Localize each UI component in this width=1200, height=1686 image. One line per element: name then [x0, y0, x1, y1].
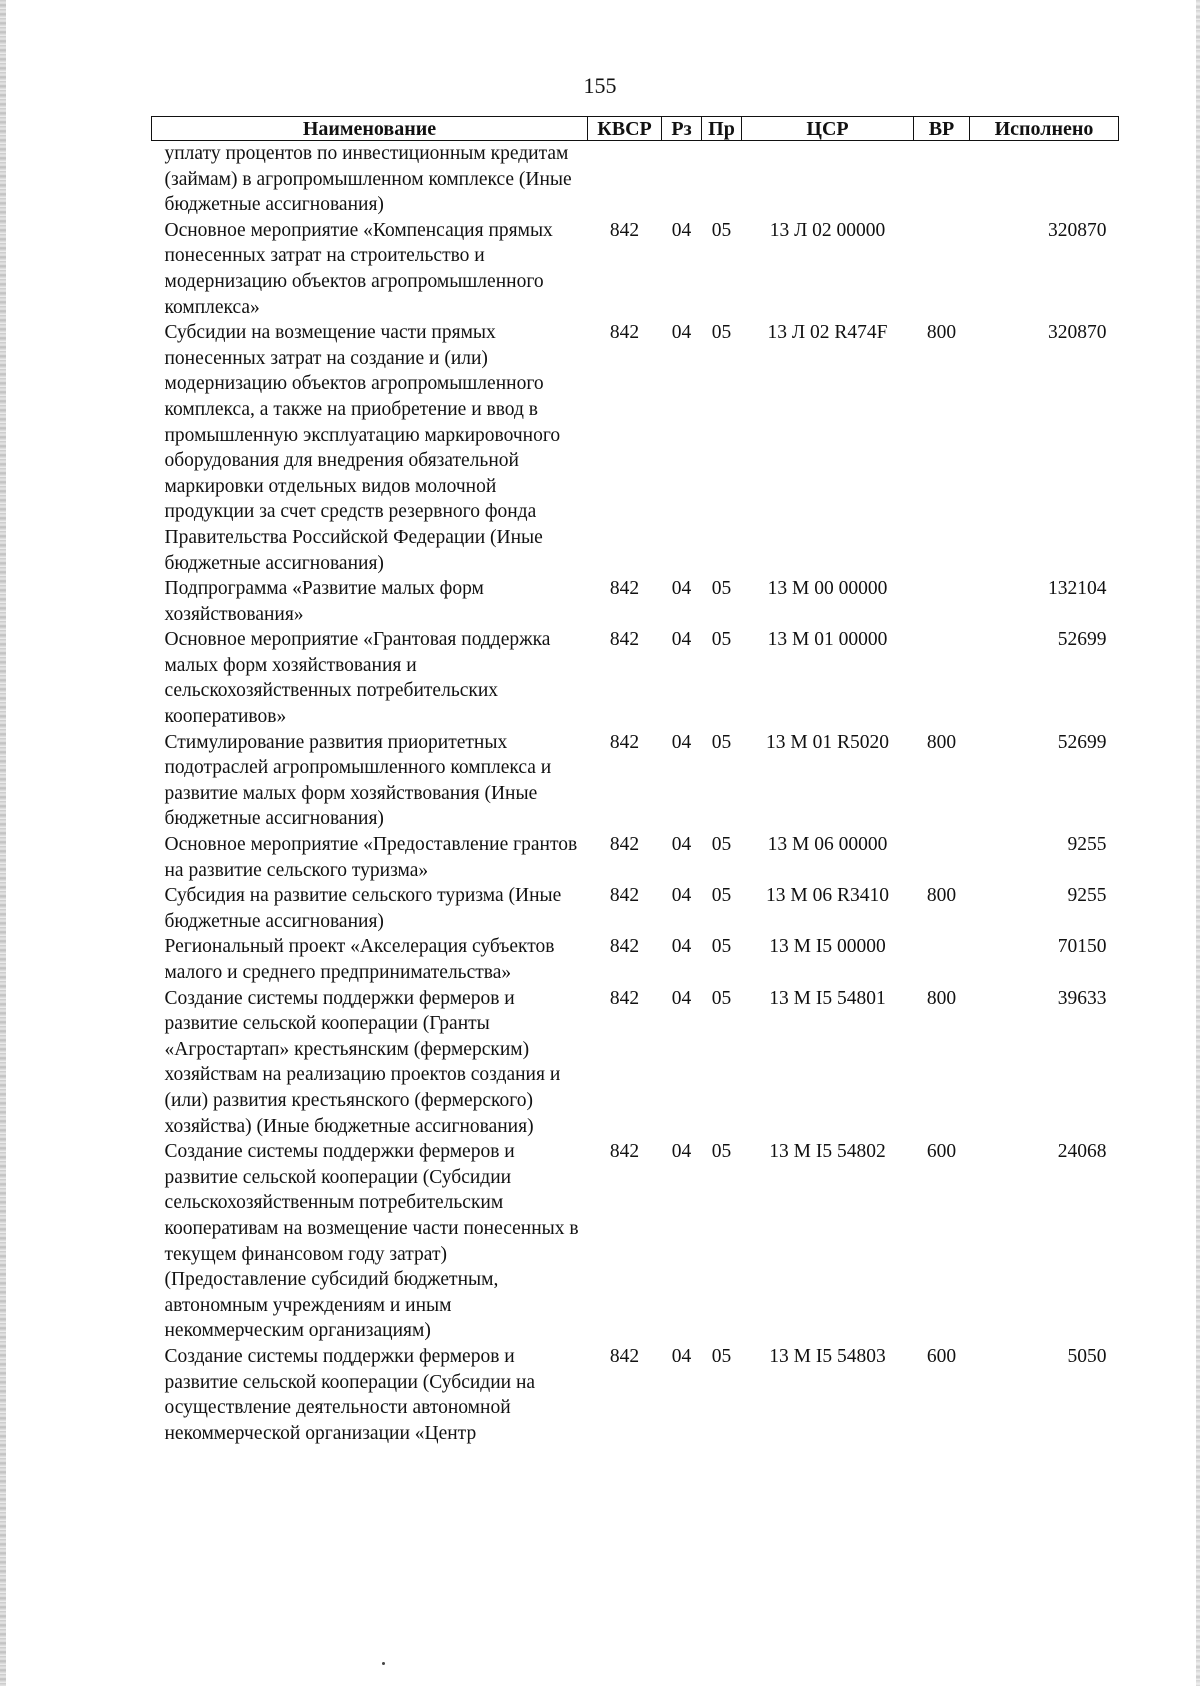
cell-kvsr: 842	[609, 578, 640, 600]
cell-csr: 13 М 01 R5020	[766, 731, 889, 753]
cell-isp: 70150	[1057, 936, 1107, 958]
table-row	[152, 1344, 1119, 1446]
table-row	[152, 986, 1119, 1140]
cell-vr	[914, 934, 970, 985]
cell-kvsr: 842	[609, 219, 640, 241]
cell-isp	[970, 141, 1119, 218]
cell-csr: 13 Л 02 00000	[769, 219, 886, 241]
cell-csr: 13 М I5 00000	[769, 936, 886, 958]
cell-csr: 13 М 00 00000	[767, 578, 888, 600]
table-row	[152, 1139, 1119, 1344]
cell-csr: 13 М I5 54801	[769, 987, 886, 1009]
cell-kvsr: 842	[609, 1345, 640, 1367]
cell-pr: 05	[711, 987, 732, 1009]
cell-kvsr: 842	[609, 936, 640, 958]
header-isp: Исполнено	[970, 117, 1119, 141]
cell-isp: 320870	[1048, 219, 1107, 241]
cell-isp: 9255	[1067, 885, 1107, 907]
cell-rz	[662, 141, 702, 218]
cell-vr: 800	[926, 322, 957, 344]
cell-kvsr: 842	[609, 629, 640, 651]
cell-rz: 04	[671, 731, 692, 753]
cell-isp: 132104	[1048, 578, 1107, 600]
cell-pr: 05	[711, 1345, 732, 1367]
cell-name: Создание системы поддержки фермеров и развитие сельской кооперации (Субсидии на осуществление деятельности автономной некоммерческой организации «Центр	[164, 1345, 536, 1444]
cell-vr: 800	[926, 987, 957, 1009]
cell-rz: 04	[671, 629, 692, 651]
cell-pr: 05	[711, 578, 732, 600]
table-row	[152, 576, 1119, 627]
table-row	[152, 883, 1119, 934]
cell-kvsr: 842	[609, 834, 640, 856]
cell-kvsr: 842	[609, 1141, 640, 1163]
cell-name: Основное мероприятие «Грантовая поддержка малых форм хозяйствования и сельскохозяйственных потребительских кооперативов»	[164, 629, 551, 728]
cell-name: Стимулирование развития приоритетных подотраслей агропромышленного комплекса и развитие малых форм хозяйствования (Иные бюджетные ассигнования)	[164, 731, 552, 830]
table-row	[152, 320, 1119, 576]
cell-isp: 5050	[1067, 1345, 1107, 1367]
cell-kvsr	[588, 141, 662, 218]
cell-rz: 04	[671, 219, 692, 241]
cell-isp: 9255	[1067, 834, 1107, 856]
cell-csr: 13 М 01 00000	[767, 629, 888, 651]
table-row	[152, 627, 1119, 729]
cell-csr: 13 М 06 R3410	[766, 885, 889, 907]
header-vr: ВР	[914, 117, 970, 141]
table-body	[152, 141, 1119, 1447]
cell-isp: 24068	[1057, 1141, 1107, 1163]
cell-vr: 600	[926, 1141, 957, 1163]
cell-pr: 05	[711, 885, 732, 907]
header-pr: Пр	[702, 117, 742, 141]
cell-vr: 600	[926, 1345, 957, 1367]
cell-vr	[914, 141, 970, 218]
cell-vr	[914, 832, 970, 883]
header-csr: ЦСР	[742, 117, 914, 141]
cell-name: Создание системы поддержки фермеров и развитие сельской кооперации (Субсидии сельскохозяйственным потребительским кооперативам на возмещение части понесенных в текущем финансовом году затрат) (Предоставление субсидий бюджетным, автономным учреждениям и иным некоммерческим организациям)	[164, 1141, 579, 1342]
cell-csr	[742, 141, 914, 218]
cell-pr: 05	[711, 322, 732, 344]
cell-name: Основное мероприятие «Компенсация прямых понесенных затрат на строительство и модернизацию объектов агропромышленного комплекса»	[164, 219, 553, 318]
cell-name: Субсидия на развитие сельского туризма (Иные бюджетные ассигнования)	[164, 885, 562, 932]
cell-isp: 39633	[1057, 987, 1107, 1009]
cell-csr: 13 М 06 00000	[767, 834, 888, 856]
scan-edge-right	[1196, 0, 1200, 1686]
cell-rz: 04	[671, 1141, 692, 1163]
table-row	[152, 141, 1119, 218]
table-row	[152, 934, 1119, 985]
budget-table	[151, 116, 1119, 1446]
table-header	[152, 117, 1119, 141]
cell-kvsr: 842	[609, 987, 640, 1009]
cell-vr	[914, 576, 970, 627]
stray-dot	[382, 1662, 385, 1665]
table-row	[152, 730, 1119, 832]
header-name: Наименование	[152, 117, 588, 141]
cell-pr	[702, 141, 742, 218]
cell-rz: 04	[671, 834, 692, 856]
cell-vr: 800	[926, 731, 957, 753]
cell-isp: 320870	[1048, 322, 1107, 344]
cell-csr: 13 М I5 54803	[769, 1345, 886, 1367]
cell-name: Создание системы поддержки фермеров и развитие сельской кооперации (Гранты «Агростартап» крестьянским (фермерским) хозяйствам на реализацию проектов создания и (или) развития крестьянского (фермерского) хозяйства) (Иные бюджетные ассигнования)	[164, 987, 561, 1137]
header-kvsr: КВСР	[588, 117, 662, 141]
cell-csr: 13 М I5 54802	[769, 1141, 886, 1163]
cell-kvsr: 842	[609, 322, 640, 344]
cell-pr: 05	[711, 936, 732, 958]
cell-name: уплату процентов по инвестиционным кредитам (займам) в агропромышленном комплексе (Иные бюджетные ассигнования)	[164, 143, 572, 216]
cell-rz: 04	[671, 885, 692, 907]
cell-vr: 800	[926, 885, 957, 907]
cell-kvsr: 842	[609, 731, 640, 753]
scan-edge-left	[0, 0, 6, 1686]
cell-name: Основное мероприятие «Предоставление грантов на развитие сельского туризма»	[164, 834, 578, 881]
cell-rz: 04	[671, 1345, 692, 1367]
cell-rz: 04	[671, 987, 692, 1009]
cell-isp: 52699	[1057, 731, 1107, 753]
table-row	[152, 832, 1119, 883]
cell-name: Региональный проект «Акселерация субъектов малого и среднего предпринимательства»	[164, 936, 555, 983]
cell-pr: 05	[711, 1141, 732, 1163]
cell-kvsr: 842	[609, 885, 640, 907]
table-row	[152, 218, 1119, 320]
cell-isp: 52699	[1057, 629, 1107, 651]
cell-rz: 04	[671, 578, 692, 600]
cell-pr: 05	[711, 629, 732, 651]
cell-rz: 04	[671, 322, 692, 344]
header-rz: Рз	[662, 117, 702, 141]
cell-name: Субсидии на возмещение части прямых понесенных затрат на создание и (или) модернизацию объектов агропромышленного комплекса, а также на приобретение и ввод в промышленную эксплуатацию маркировочного оборудования для внедрения обязательной маркировки отдельных видов молочной продукции за счет средств резервного фонда Правительства Российской Федерации (Иные бюджетные ассигнования)	[164, 322, 561, 574]
header-row	[152, 117, 1119, 141]
cell-vr	[914, 218, 970, 320]
cell-pr: 05	[711, 834, 732, 856]
cell-pr: 05	[711, 731, 732, 753]
cell-pr: 05	[711, 219, 732, 241]
page-number: 155	[583, 73, 617, 98]
cell-vr	[914, 627, 970, 729]
cell-csr: 13 Л 02 R474F	[767, 322, 888, 344]
cell-name: Подпрограмма «Развитие малых форм хозяйствования»	[164, 578, 484, 625]
cell-rz: 04	[671, 936, 692, 958]
